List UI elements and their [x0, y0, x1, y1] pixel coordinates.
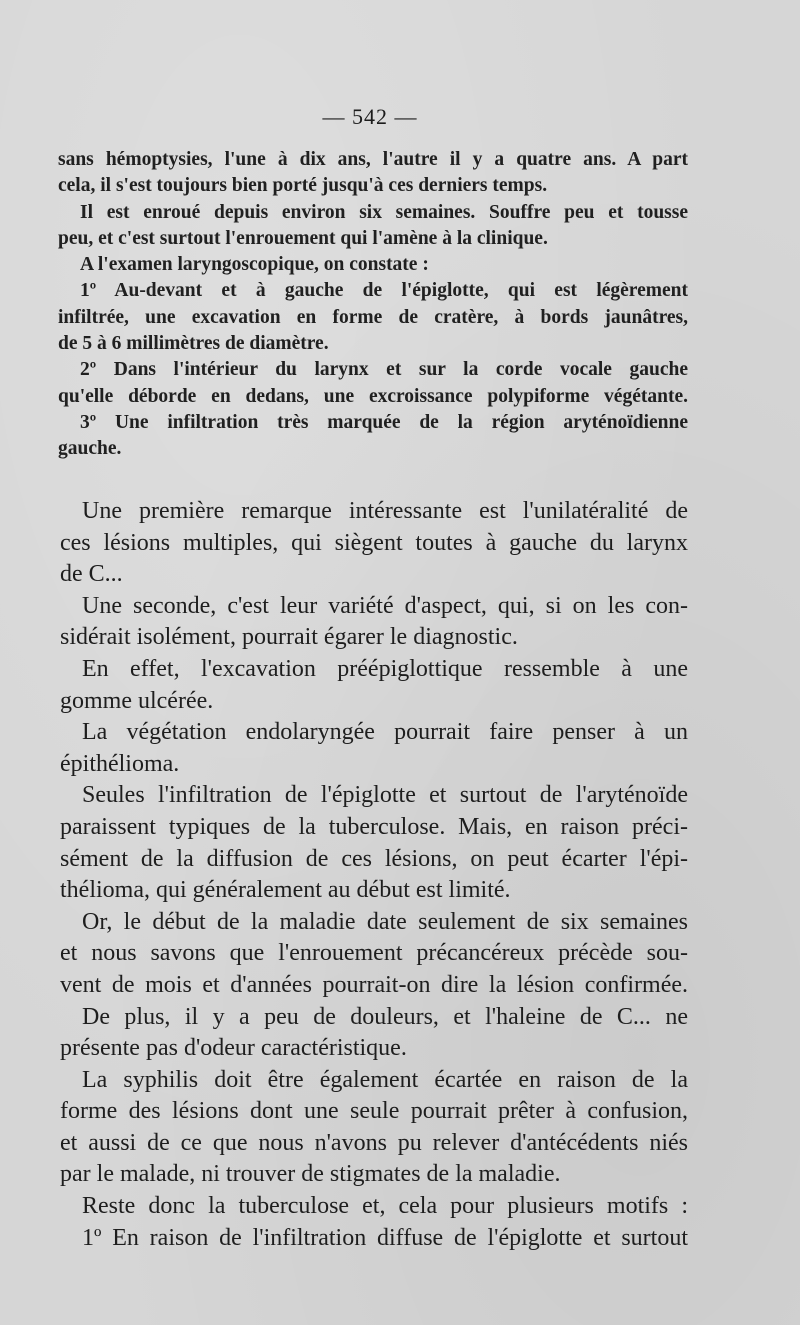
- text-line: 3º Une infiltration très marquée de la région aryténoïdienne: [80, 411, 688, 433]
- text-line: et nous savons que l'enrouement précancéreux précède sou-: [60, 940, 688, 967]
- text-line: peu, et c'est surtout l'enrouement qui l'amène à la clinique.: [58, 227, 548, 249]
- paragraph: [60, 1065, 688, 1191]
- text-line: qu'elle déborde en dedans, une excroissance polypiforme végétante.: [58, 385, 688, 407]
- text-line: sément de la diffusion de ces lésions, on peut écarter l'épi-: [60, 845, 688, 872]
- text-line: 1º En raison de l'infiltration diffuse de l'épiglotte et surtout: [82, 1224, 688, 1251]
- paragraph: [58, 252, 688, 278]
- paragraph: [58, 278, 688, 357]
- text-line: En effet, l'excavation préépiglottique ressemble à une: [82, 655, 688, 682]
- paragraph: [58, 357, 688, 410]
- case-description-block: [58, 147, 688, 463]
- text-line: Une seconde, c'est leur variété d'aspect, qui, si on les con-: [82, 592, 688, 619]
- text-line: sans hémoptysies, l'une à dix ans, l'autre il y a quatre ans. A part: [58, 149, 688, 170]
- text-line: cela, il s'est toujours bien porté jusqu'à ces derniers temps.: [58, 175, 548, 197]
- paragraph: [60, 717, 688, 780]
- paragraph: [58, 200, 688, 253]
- text-line: épithélioma.: [60, 750, 180, 777]
- text-line: gomme ulcérée.: [60, 687, 214, 714]
- text-line: De plus, il y a peu de douleurs, et l'haleine de C... ne: [82, 1003, 688, 1030]
- text-line: paraissent typiques de la tuberculose. Mais, en raison préci-: [60, 813, 688, 840]
- paragraph: [58, 147, 688, 200]
- text-line: Une première remarque intéressante est l'unilatéralité de: [82, 498, 688, 524]
- text-line: Il est enroué depuis environ six semaines. Souffre peu et tousse: [80, 201, 688, 223]
- paragraph: [58, 410, 688, 463]
- text-line: A l'examen laryngoscopique, on constate :: [80, 254, 429, 276]
- text-line: thélioma, qui généralement au début est limité.: [60, 877, 511, 904]
- text-line: par le malade, ni trouver de stigmates de la maladie.: [60, 1161, 561, 1188]
- text-line: Or, le début de la maladie date seulement de six semaines: [82, 908, 688, 935]
- paragraph: [60, 780, 688, 906]
- text-line: 1º Au-devant et à gauche de l'épiglotte, qui est légèrement: [80, 280, 688, 302]
- text-line: La végétation endolaryngée pourrait faire penser à un: [82, 719, 688, 746]
- text-line: Reste donc la tuberculose et, cela pour plusieurs motifs :: [82, 1193, 688, 1220]
- text-line: sidérait isolément, pourrait égarer le diagnostic.: [60, 624, 518, 651]
- paragraph: [60, 1002, 688, 1065]
- text-line: ces lésions multiples, qui siègent toutes à gauche du larynx: [60, 529, 688, 556]
- paragraph: [60, 496, 688, 591]
- text-line: forme des lésions dont une seule pourrait prêter à confusion,: [60, 1098, 688, 1125]
- paragraph: [60, 654, 688, 717]
- discussion-block: [60, 496, 688, 1254]
- text-line: présente pas d'odeur caractéristique.: [60, 1035, 407, 1062]
- text-line: infiltrée, une excavation en forme de cratère, à bords jaunâtres,: [58, 306, 688, 328]
- text-line: vent de mois et d'années pourrait-on dire la lésion confirmée.: [60, 971, 688, 998]
- text-line: de 5 à 6 millimètres de diamètre.: [58, 333, 329, 355]
- page-number: — 542 —: [322, 104, 418, 129]
- text-line: Seules l'infiltration de l'épiglotte et surtout de l'aryténoïde: [82, 782, 688, 809]
- text-line: de C...: [60, 561, 123, 588]
- text-line: 2º Dans l'intérieur du larynx et sur la corde vocale gauche: [80, 359, 688, 381]
- text-line: La syphilis doit être également écartée en raison de la: [82, 1066, 688, 1093]
- paragraph: [60, 1191, 688, 1223]
- paragraph: [60, 907, 688, 1002]
- text-line: et aussi de ce que nous n'avons pu relever d'antécédents niés: [60, 1129, 688, 1156]
- paragraph: [60, 591, 688, 654]
- paragraph: [60, 1223, 688, 1255]
- text-line: gauche.: [58, 438, 122, 460]
